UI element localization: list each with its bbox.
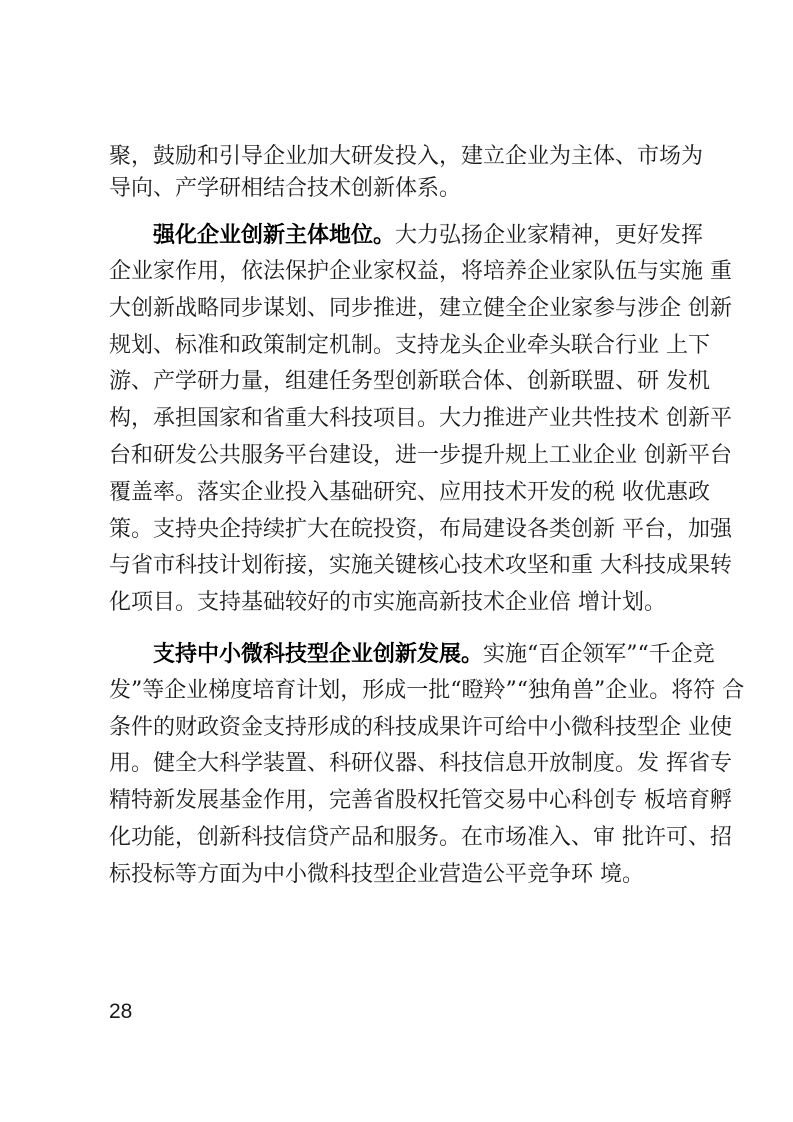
paragraph-line: 覆盖率。落实企业投入基础研究、应用技术开发的税 收优惠政	[109, 480, 710, 505]
paragraph-line: 条件的财政资金支持形成的科技成果许可给中小微科技型企 业使	[109, 715, 732, 740]
paragraph-line: 企业家作用，依法保护企业家权益，将培养企业家队伍与实施 重	[109, 259, 732, 284]
paragraph-line: 构，承担国家和省重大科技项目。大力推进产业共性技术 创新平	[109, 406, 732, 431]
paragraph-line: 聚，鼓励和引导企业加大研发投入，建立企业为主体、市场为	[109, 144, 704, 169]
paragraph-line: 大创新战略同步谋划、同步推进，建立健全企业家参与涉企 创新	[109, 296, 732, 321]
page-number: 28	[109, 1000, 133, 1023]
paragraph-line: 强化企业创新主体地位。大力弘扬企业家精神，更好发挥	[153, 222, 704, 248]
paragraph-line: 导向、产学研相结合技术创新体系。	[109, 176, 462, 201]
paragraph-line: 台和研发公共服务平台建设，进一步提升规上工业企业 创新平台	[109, 443, 732, 468]
paragraph-line: 化项目。支持基础较好的市实施高新技术企业倍 增计划。	[109, 590, 666, 615]
paragraph-line: 化功能，创新科技信贷产品和服务。在市场准入、审 批许可、招	[109, 825, 732, 850]
paragraph-line: 规划、标准和政策制定机制。支持龙头企业牵头联合行业 上下	[109, 333, 710, 358]
paragraph-line: 游、产学研力量，组建任务型创新联合体、创新联盟、研 发机	[109, 369, 710, 394]
paragraph-line: 支持中小微科技型企业创新发展。实施“百企领军”“千企竞	[153, 641, 715, 667]
paragraph-line: 标投标等方面为中小微科技型企业营造公平竞争环 境。	[109, 862, 644, 887]
paragraph-line: 发”等企业梯度培育计划，形成一批“瞪羚”“独角兽”企业。将符 合	[109, 678, 745, 703]
paragraph-line: 精特新发展基金作用，完善省股权托管交易中心科创专 板培育孵	[109, 788, 732, 813]
section-heading: 支持中小微科技型企业创新发展。	[153, 641, 484, 667]
paragraph-line: 与省市科技计划衔接，实施关键核心技术攻坚和重 大科技成果转	[109, 553, 732, 578]
paragraph-line: 策。支持央企持续扩大在皖投资，布局建设各类创新 平台，加强	[109, 517, 732, 542]
section-heading: 强化企业创新主体地位。	[153, 222, 396, 248]
paragraph-line: 用。健全大科学装置、科研仪器、科技信息开放制度。发 挥省专	[109, 751, 732, 776]
